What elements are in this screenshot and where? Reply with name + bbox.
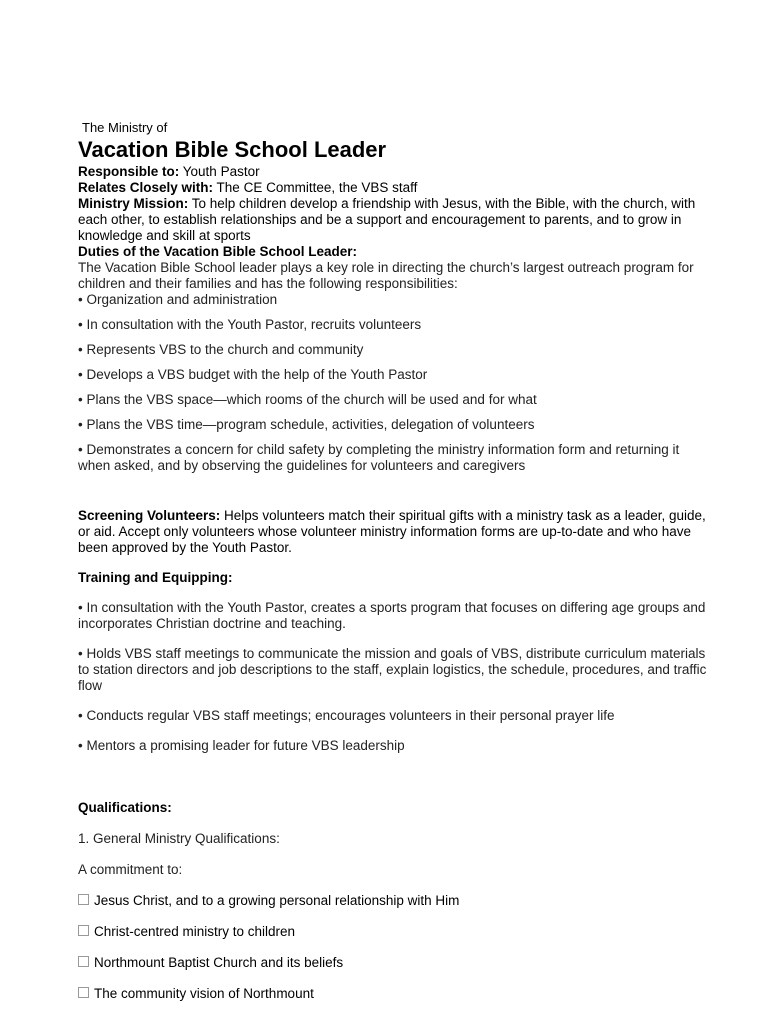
relates-label: Relates Closely with:: [78, 180, 214, 195]
qualification-item: Northmount Baptist Church and its beliefs: [78, 955, 708, 971]
screening-label: Screening Volunteers:: [78, 508, 221, 523]
training-item: • Holds VBS staff meetings to communicate the mission and goals of VBS, distribute curriculum materials to station directors and job descriptions to the staff, explain logistics, the schedule, procedures, and traffic flow: [78, 646, 707, 693]
qualification-item: Jesus Christ, and to a growing personal relationship with Him: [78, 893, 708, 909]
general-qualifications: 1. General Ministry Qualifications:: [78, 831, 280, 846]
training-heading: Training and Equipping:: [78, 570, 233, 585]
training-item: • Mentors a promising leader for future VBS leadership: [78, 738, 405, 753]
responsible-line: [78, 164, 708, 180]
qualifications-heading: Qualifications:: [78, 800, 172, 815]
checkbox-icon: [78, 894, 89, 905]
duty-item: • Represents VBS to the church and community: [78, 342, 364, 357]
responsible-label: Responsible to:: [78, 164, 180, 179]
relates-value: The CE Committee, the VBS staff: [213, 180, 418, 195]
duty-item: • Plans the VBS time—program schedule, activities, delegation of volunteers: [78, 417, 535, 432]
mission-value: To help children develop a friendship with Jesus, with the Bible, with the church, with each other, to establish relationships and be a support and encouragement to parents, and to grow in knowledge and skill at sports: [78, 196, 696, 243]
duty-item: • In consultation with the Youth Pastor, recruits volunteers: [78, 317, 422, 332]
training-item: • In consultation with the Youth Pastor, creates a sports program that focuses on differing age groups and incorporates Christian doctrine and teaching.: [78, 600, 706, 631]
duties-heading: Duties of the Vacation Bible School Leader:: [78, 244, 358, 259]
responsible-value: Youth Pastor: [179, 164, 260, 179]
duties-intro: The Vacation Bible School leader plays a key role in directing the church’s largest outreach program for children and their families and has the following responsibilities:: [78, 260, 694, 291]
duty-item: • Develops a VBS budget with the help of the Youth Pastor: [78, 367, 428, 382]
duty-item: • Organization and administration: [78, 292, 278, 307]
mission-line: [78, 196, 708, 244]
relates-line: [78, 180, 708, 196]
checkbox-icon: [78, 925, 89, 936]
duty-item: • Demonstrates a concern for child safety by completing the ministry information form and returning it when asked, and by observing the guidelines for volunteers and caregivers: [78, 442, 680, 473]
checkbox-icon: [78, 956, 89, 967]
document-page: [78, 120, 708, 1002]
qualification-item: The community vision of Northmount: [78, 986, 708, 1002]
commitment-label: A commitment to:: [78, 862, 183, 877]
qualification-item: Christ-centred ministry to children: [78, 924, 708, 940]
intro-text: The Ministry of: [82, 120, 168, 135]
training-item: • Conducts regular VBS staff meetings; encourages volunteers in their personal prayer life: [78, 708, 615, 723]
screening-paragraph: [78, 508, 708, 556]
mission-label: Ministry Mission:: [78, 196, 189, 211]
checkbox-icon: [78, 987, 89, 998]
screening-value: Helps volunteers match their spiritual gifts with a ministry task as a leader, guide, or aid. Accept only volunteers whose volunteer ministry information forms are up-to-date and who have been approved by the Youth Pastor.: [78, 508, 706, 555]
page-title: Vacation Bible School Leader: [78, 137, 387, 162]
duty-item: • Plans the VBS space—which rooms of the church will be used and for what: [78, 392, 537, 407]
